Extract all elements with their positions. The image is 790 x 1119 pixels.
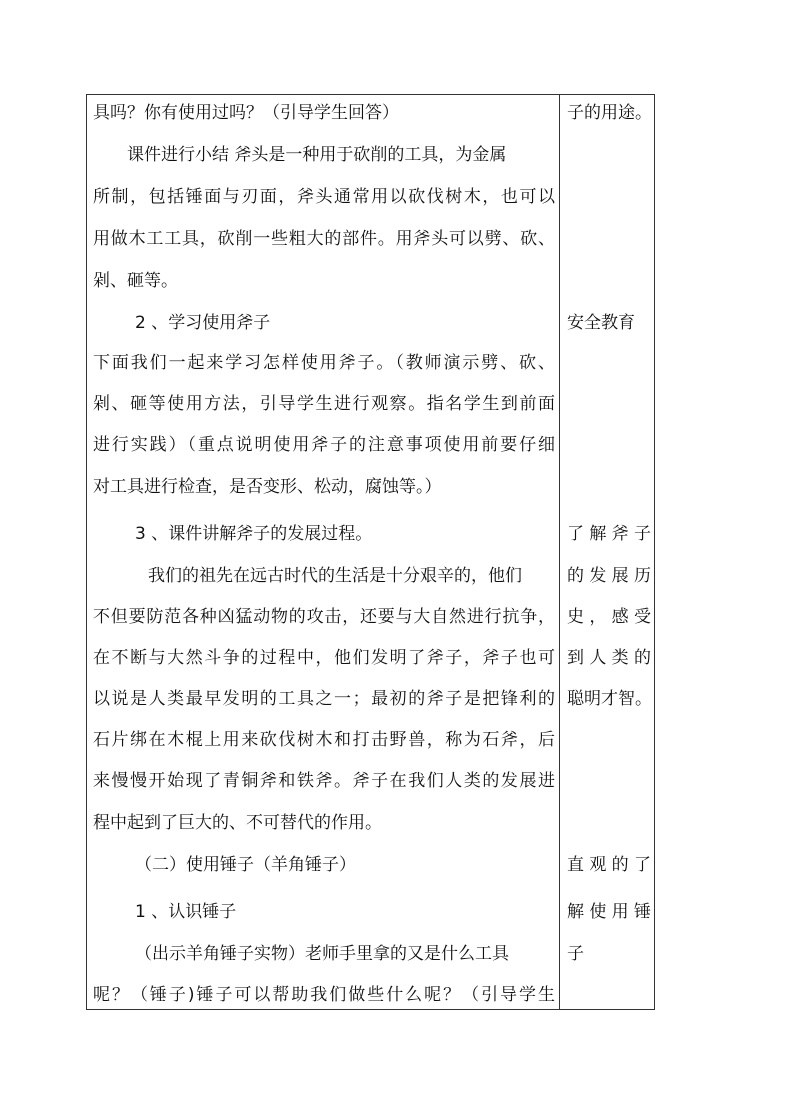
note-line: 安全教育 bbox=[567, 313, 635, 333]
content-line: 进行实践）（重点说明使用斧子的注意事项使用前要仔细 bbox=[93, 435, 555, 455]
content-line: 不但要防范各种凶猛动物的攻击，还要与大自然进行抗争， bbox=[93, 607, 555, 627]
note-line: 解使用锤 bbox=[567, 902, 651, 922]
content-line: 以说是人类最早发明的工具之一；最初的斧子是把锋利的 bbox=[93, 689, 555, 709]
note-line: 的发展历 bbox=[567, 566, 651, 586]
content-line: 具吗？你有使用过吗？（引导学生回答） bbox=[93, 103, 399, 123]
note-line: 聪明才智。 bbox=[567, 689, 652, 709]
content-line: （二）使用锤子（羊角锤子） bbox=[135, 855, 356, 875]
note-line: 到人类的 bbox=[567, 648, 651, 668]
content-line: 来慢慢开始现了青铜斧和铁斧。斧子在我们人类的发展进 bbox=[93, 771, 555, 791]
content-line: 所制，包括锤面与刃面，斧头通常用以砍伐树木，也可以 bbox=[93, 187, 555, 207]
content-line: 1 、认识锤子 bbox=[135, 902, 237, 922]
content-line: 用做木工工具，砍削一些粗大的部件。用斧头可以劈、砍、 bbox=[93, 229, 555, 249]
note-line: 子的用途。 bbox=[567, 103, 652, 123]
content-line: 下面我们一起来学习怎样使用斧子。（教师演示劈、砍、 bbox=[93, 353, 555, 373]
content-line: 呢？（锤子)锤子可以帮助我们做些什么呢？（引导学生 bbox=[93, 985, 555, 1005]
content-line: 课件进行小结 斧头是一种用于砍削的工具，为金属 bbox=[127, 145, 507, 165]
note-line: 史，感受 bbox=[567, 607, 651, 627]
content-line: 对工具进行检查，是否变形、松动，腐蚀等。） bbox=[93, 477, 442, 497]
content-line: 剁、砸等。 bbox=[93, 271, 178, 291]
content-line: 石片绑在木棍上用来砍伐树木和打击野兽，称为石斧，后 bbox=[93, 730, 555, 750]
content-line: 在不断与大然斗争的过程中，他们发明了斧子，斧子也可 bbox=[93, 648, 555, 668]
content-line: 剁、砸等使用方法，引导学生进行观察。指名学生到前面 bbox=[93, 394, 555, 414]
lesson-plan-table bbox=[86, 94, 655, 1010]
content-line: 3 、课件讲解斧子的发展过程。 bbox=[135, 524, 373, 544]
note-line: 子 bbox=[567, 944, 584, 964]
content-line: （出示羊角锤子实物）老师手里拿的又是什么工具 bbox=[135, 944, 509, 964]
note-line: 了解斧子 bbox=[567, 524, 651, 544]
content-line: 我们的祖先在远古时代的生活是十分艰辛的，他们 bbox=[148, 566, 522, 586]
content-line: 程中起到了巨大的、不可替代的作用。 bbox=[93, 813, 382, 833]
content-line: 2 、学习使用斧子 bbox=[135, 313, 271, 333]
column-divider bbox=[559, 95, 560, 1009]
note-line: 直观的了 bbox=[567, 855, 651, 875]
